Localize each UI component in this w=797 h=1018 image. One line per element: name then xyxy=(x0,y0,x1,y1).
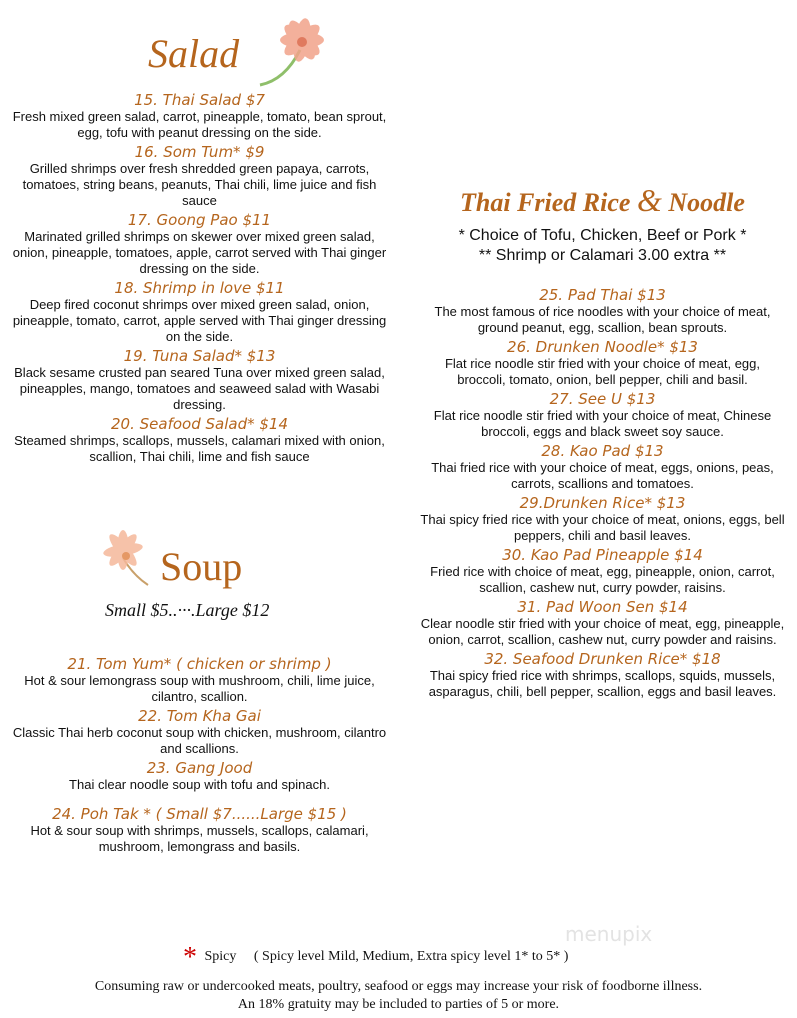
gratuity-note: An 18% gratuity may be included to parties of 5 or more. xyxy=(237,997,560,1012)
salad-heading: Salad xyxy=(148,31,240,76)
spicy-legend xyxy=(183,942,568,974)
item-description: Deep fired coconut shrimps over mixed green salad, onion, pineapple, tomato, carrot, apple served with Thai ginger dressing on the side. xyxy=(12,297,387,344)
menu-item xyxy=(12,707,387,757)
item-description: The most famous of rice noodles with your choice of meat, ground peanut, egg, scallion, bean sprouts. xyxy=(434,304,771,335)
menu-item xyxy=(12,211,387,277)
item-title: 28. Kao Pad $13 xyxy=(541,442,664,460)
noodle-heading-ampersand: & xyxy=(636,182,662,218)
item-title: 20. Seafood Salad* $14 xyxy=(111,415,288,433)
item-description: Fried rice with choice of meat, egg, pineapple, onion, carrot, scallion, cashew nut, curry powder, raisins. xyxy=(430,564,775,595)
menu-item xyxy=(12,759,387,793)
item-title: 22. Tom Kha Gai xyxy=(138,707,261,725)
item-title: 19. Tuna Salad* $13 xyxy=(123,347,276,365)
menu-item xyxy=(420,650,785,700)
item-description: Fresh mixed green salad, carrot, pineapple, tomato, bean sprout, egg, tofu with peanut dressing on the side. xyxy=(12,109,387,140)
menu-item xyxy=(420,598,785,648)
item-title: 16. Som Tum* $9 xyxy=(134,143,265,161)
item-description: Hot & sour soup with shrimps, mussels, scallops, calamari, mushroom, lemongrass and basils. xyxy=(30,823,369,854)
item-title: 17. Goong Pao $11 xyxy=(127,211,272,229)
flower-decoration-soup xyxy=(88,520,158,590)
item-title: 24. Poh Tak * ( Small $7......Large $15 ) xyxy=(52,805,347,823)
item-description: Black sesame crusted pan seared Tuna over mixed green salad, pineapples, mango, tomatoes and seaweed salad with Wasabi dressing. xyxy=(14,365,385,412)
item-description: Marinated grilled shrimps on skewer over mixed green salad, onion, pineapple, tomatoes, apple, carrot served with Thai ginger dressing on the side. xyxy=(12,229,387,276)
item-description: Classic Thai herb coconut soup with chicken, mushroom, cilantro and scallions. xyxy=(12,725,387,756)
item-description: Thai spicy fried rice with your choice of meat, onions, eggs, bell peppers, chili and basil leaves. xyxy=(420,512,785,543)
watermark: menupix xyxy=(565,922,653,946)
menu-item xyxy=(12,143,387,209)
soup-section xyxy=(12,653,387,857)
item-description: Hot & sour lemongrass soup with mushroom, chili, lime juice, cilantro, scallion. xyxy=(24,673,375,704)
item-description: Flat rice noodle stir fried with your choice of meat, Chinese broccoli, eggs and black sweet soy sauce. xyxy=(433,408,772,439)
noodle-section xyxy=(420,284,785,702)
item-description: Clear noodle stir fried with your choice of meat, egg, pineapple, onion, carrot, scallion, cashew nut, curry powder and raisins. xyxy=(420,616,785,647)
menu-item xyxy=(12,415,387,465)
spicy-label: Spicy xyxy=(204,949,237,964)
menu-item xyxy=(420,546,785,596)
choice-line-1: * Choice of Tofu, Chicken, Beef or Pork * xyxy=(458,227,747,244)
noodle-heading-tail: Noodle xyxy=(668,188,745,217)
item-title: 30. Kao Pad Pineapple $14 xyxy=(502,546,703,564)
item-title: 32. Seafood Drunken Rice* $18 xyxy=(484,650,721,668)
menu-item xyxy=(420,390,785,440)
item-title: 31. Pad Woon Sen $14 xyxy=(517,598,688,616)
salad-section xyxy=(12,89,387,467)
item-title: 25. Pad Thai $13 xyxy=(539,286,666,304)
menu-item xyxy=(12,279,387,345)
flower-decoration-salad xyxy=(240,10,335,90)
spicy-levels: ( Spicy level Mild, Medium, Extra spicy level 1* to 5* ) xyxy=(253,949,569,964)
item-description: Thai fried rice with your choice of meat, eggs, onions, peas, carrots, scallions and tomatoes. xyxy=(431,460,774,491)
noodle-heading xyxy=(460,182,745,219)
item-description: Flat rice noodle stir fried with your choice of meat, egg, broccoli, tomato, onion, bell pepper, chili and basil. xyxy=(444,356,761,387)
menu-item xyxy=(420,442,785,492)
menu-item xyxy=(12,347,387,413)
item-title: 27. See U $13 xyxy=(549,390,656,408)
menu-item xyxy=(420,494,785,544)
item-title: 29.Drunken Rice* $13 xyxy=(519,494,686,512)
item-title: 26. Drunken Noodle* $13 xyxy=(507,338,698,356)
soup-heading: Soup xyxy=(160,544,243,589)
menu-item xyxy=(420,338,785,388)
item-description: Steamed shrimps, scallops, mussels, calamari mixed with onion, scallion, Thai chili, lime and fish sauce xyxy=(14,433,385,464)
spicy-star-icon: * xyxy=(183,942,197,973)
menu-item xyxy=(12,655,387,705)
item-title: 23. Gang Jood xyxy=(146,759,253,777)
item-title: 15. Thai Salad $7 xyxy=(134,91,265,109)
food-warning: Consuming raw or undercooked meats, poultry, seafood or eggs may increase your risk of foodborne illness. xyxy=(94,979,703,994)
menu-item xyxy=(12,805,387,855)
choice-note xyxy=(420,226,785,266)
item-title: 21. Tom Yum* ( chicken or shrimp ) xyxy=(67,655,332,673)
item-description: Thai clear noodle soup with tofu and spinach. xyxy=(69,777,330,792)
item-description: Grilled shrimps over fresh shredded green papaya, carrots, tomatoes, string beans, peanuts, Thai chili, lime juice and fish sauce xyxy=(22,161,377,208)
choice-line-2: ** Shrimp or Calamari 3.00 extra ** xyxy=(478,247,727,264)
item-title: 18. Shrimp in love $11 xyxy=(114,279,285,297)
item-description: Thai spicy fried rice with shrimps, scallops, squids, mussels, asparagus, chili, bell pepper, scallion, eggs and basil leaves. xyxy=(428,668,777,699)
menu-item xyxy=(420,286,785,336)
menu-item xyxy=(12,91,387,141)
noodle-heading-text: Thai Fried Rice xyxy=(460,188,631,217)
soup-size-price: Small $5..···.Large $12 xyxy=(105,600,270,620)
